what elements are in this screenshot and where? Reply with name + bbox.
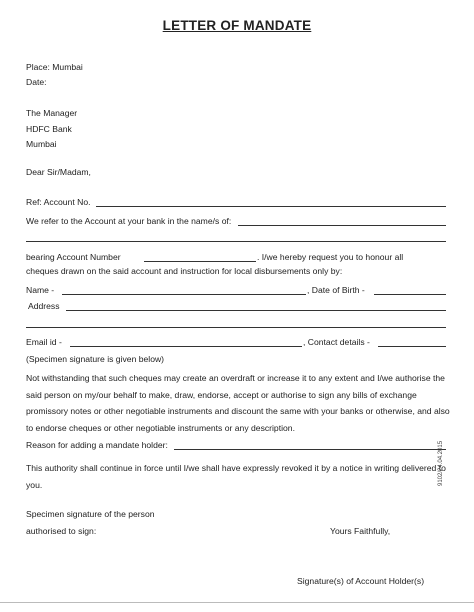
email-label: Email id -: [26, 337, 62, 347]
account-number-field[interactable]: [96, 206, 446, 207]
account-name-field-2[interactable]: [26, 241, 446, 242]
address-field-1[interactable]: [66, 310, 446, 311]
addressee-line2: HDFC Bank: [26, 124, 72, 134]
bearing-text: . I/we hereby request you to honour all: [257, 252, 404, 262]
reason-field[interactable]: [174, 449, 446, 450]
address-field-2[interactable]: [26, 327, 446, 328]
address-label: Address: [28, 301, 60, 311]
name-label: Name -: [26, 285, 55, 295]
contact-label: , Contact details -: [303, 337, 370, 347]
addressee-line3: Mumbai: [26, 139, 57, 149]
name-field[interactable]: [62, 294, 306, 295]
page-divider: [0, 602, 474, 603]
place-label: Place: Mumbai: [26, 62, 83, 72]
specimen-note: (Specimen signature is given below): [26, 354, 165, 364]
account-name-label: We refer to the Account at your bank in the name/s of:: [26, 216, 232, 226]
contact-field[interactable]: [378, 346, 446, 347]
page-title: LETTER OF MANDATE: [162, 18, 312, 33]
addressee-line1: The Manager: [26, 108, 78, 118]
date-label: Date:: [26, 77, 47, 87]
specimen-signature-line1: Specimen signature of the person: [26, 509, 155, 519]
reason-label: Reason for adding a mandate holder:: [26, 440, 168, 450]
email-field[interactable]: [70, 346, 302, 347]
authority-paragraph: This authority shall continue in force until I/we shall have expressly revoked it by a notice in writing delivered to you.: [26, 463, 446, 490]
cheques-text: cheques drawn on the said account and instruction for local disbursements only by:: [26, 266, 343, 276]
salutation: Dear Sir/Madam,: [26, 167, 91, 177]
dob-label: , Date of Birth -: [307, 285, 365, 295]
bearing-label: bearing Account Number: [26, 252, 121, 262]
form-code: 9102/24.04.2015: [438, 440, 444, 486]
account-holder-signature-label: Signature(s) of Account Holder(s): [297, 576, 425, 586]
account-name-field-1[interactable]: [238, 225, 446, 226]
yours-faithfully: Yours Faithfully,: [330, 526, 391, 536]
ref-account-label: Ref: Account No.: [26, 197, 91, 207]
dob-field[interactable]: [374, 294, 446, 295]
authorisation-paragraph: Not withstanding that such cheques may create an overdraft or increase it to any extent and I/we authorise the said person on my/our behalf to make, draw, endorse, accept or authorise to sign any bills of exchange promissory notes or other negotiable instruments and discount the same with your banks or otherwise, and also to endorse cheques or other negotiable instruments or any description.: [26, 373, 450, 433]
bearing-account-field[interactable]: [144, 261, 256, 262]
specimen-signature-line2: authorised to sign:: [26, 526, 97, 536]
